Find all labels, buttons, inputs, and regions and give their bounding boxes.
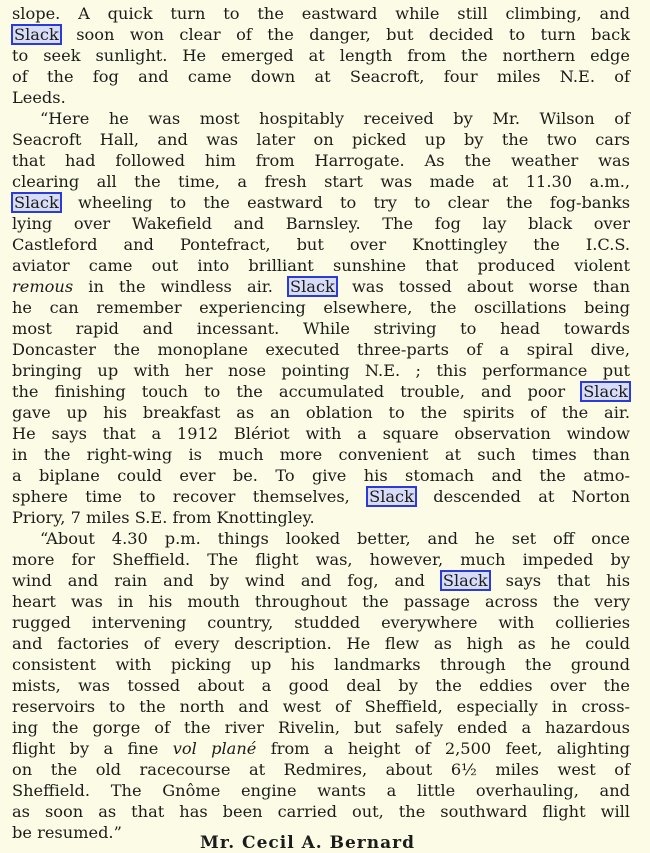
text-line: Slack wheeling to the eastward to try to clear the fog-banks [14, 193, 630, 212]
italic-term: vol plané [172, 739, 257, 758]
text-line: in the right-wing is much more convenient at such times than [12, 445, 630, 464]
text-line: Priory, 7 miles S.E. from Knottingley. [12, 508, 315, 527]
text-line: he can remember experiencing elsewhere, the oscillations being [12, 298, 630, 317]
text-line: as soon as that has been carried out, the southward flight will [12, 802, 630, 821]
text-line: He says that a 1912 Blériot with a square observation window [12, 424, 630, 443]
text-line: Seacroft Hall, and was later on picked up by the two cars [12, 130, 630, 149]
text-line: the finishing touch to the accumulated trouble, and poor Slack [12, 382, 628, 401]
text-line: remous in the windless air. Slack was tossed about worse than [12, 277, 630, 296]
text-line: that had followed him from Harrogate. As the weather was [12, 151, 630, 170]
text-line: a biplane could ever be. To give his stomach and the atmo- [12, 466, 630, 485]
text-line: Leeds. [12, 88, 66, 107]
search-highlight[interactable]: Slack [583, 382, 628, 401]
text-line: of the fog and came down at Seacroft, four miles N.E. of [12, 67, 630, 86]
text-line: clearing all the time, a fresh start was made at 11.30 a.m., [12, 172, 630, 191]
text-line: aviator came out into brilliant sunshine that produced violent [12, 256, 630, 275]
text-line: gave up his breakfast as an oblation to the spirits of the air. [12, 403, 630, 422]
text-line: be resumed.” [12, 823, 122, 842]
search-highlight[interactable]: Slack [14, 25, 59, 44]
search-highlight[interactable]: Slack [14, 193, 59, 212]
search-highlight[interactable]: Slack [290, 277, 335, 296]
text-line: Sheffield. The Gnôme engine wants a little overhauling, and [12, 781, 630, 800]
text-line: rugged intervening country, studded everywhere with collieries [12, 613, 630, 632]
text-line: flight by a fine vol plané from a height of 2,500 feet, alighting [12, 739, 630, 758]
text-line: Slack soon won clear of the danger, but decided to turn back [14, 25, 630, 44]
text-line: heart was in his mouth throughout the passage across the very [12, 592, 630, 611]
text-line: sphere time to recover themselves, Slack descended at Norton [12, 487, 630, 506]
text-line: more for Sheffield. The flight was, however, much impeded by [12, 550, 630, 569]
text-line: consistent with picking up his landmarks through the ground [12, 655, 630, 674]
text-line: to seek sunlight. He emerged at length from the northern edge [12, 46, 630, 65]
text-line: ing the gorge of the river Rivelin, but safely ended a hazardous [12, 718, 630, 737]
search-highlight[interactable]: Slack [369, 487, 414, 506]
text-line: Doncaster the monoplane executed three-parts of a spiral dive, [12, 340, 630, 359]
text-line: bringing up with her nose pointing N.E. ; this performance put [12, 361, 630, 380]
text-line: and factories of every description. He flew as high as he could [12, 634, 630, 653]
cutoff-heading: Mr. Cecil A. Bernard [200, 833, 415, 853]
text-line: most rapid and incessant. While striving to head towards [12, 319, 630, 338]
text-line: mists, was tossed about a good deal by the eddies over the [12, 676, 630, 695]
document-page [12, 3, 630, 843]
italic-term: remous [12, 277, 74, 296]
search-highlight[interactable]: Slack [442, 571, 488, 590]
text-line: Castleford and Pontefract, but over Knottingley the I.C.S. [12, 235, 630, 254]
text-line: wind and rain and by wind and fog, and Slack says that his [12, 571, 631, 590]
text-line: reservoirs to the north and west of Sheffield, especially in cross- [12, 697, 630, 716]
text-line: “Here he was most hospitably received by Mr. Wilson of [40, 109, 630, 128]
text-line: “About 4.30 p.m. things looked better, and he set off once [40, 529, 630, 548]
text-line: slope. A quick turn to the eastward while still climbing, and [12, 4, 630, 23]
text-line: lying over Wakefield and Barnsley. The fog lay black over [12, 214, 630, 233]
text-line: on the old racecourse at Redmires, about 6½ miles west of [12, 760, 630, 779]
